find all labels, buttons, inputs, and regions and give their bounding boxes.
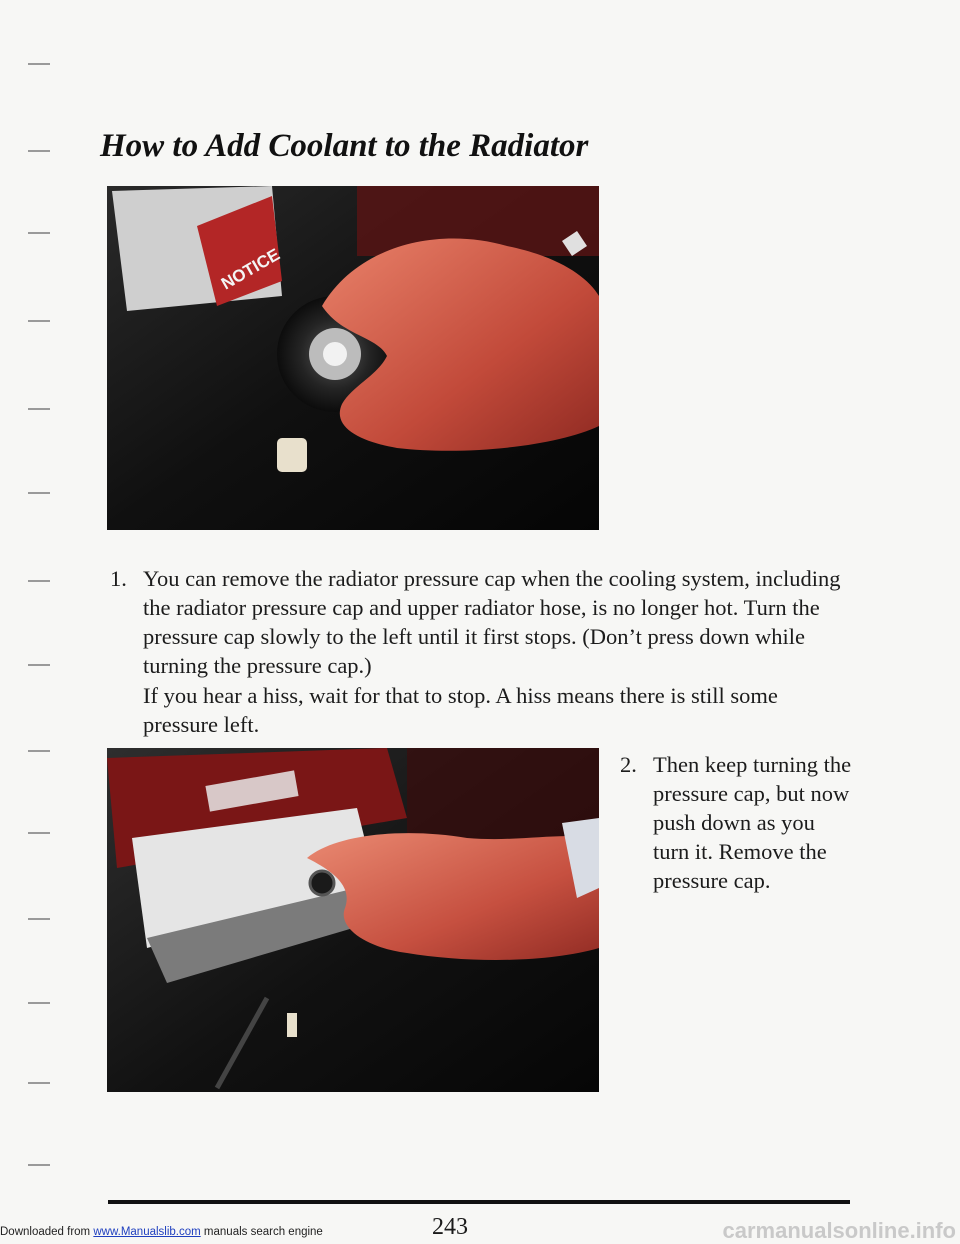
step-1 [110, 564, 850, 680]
manualslib-link[interactable]: www.Manualslib.com [93, 1226, 201, 1238]
margin-tick [28, 832, 50, 834]
footer-source [0, 1226, 323, 1238]
footer-rule [108, 1200, 850, 1204]
margin-tick [28, 63, 50, 65]
margin-tick [28, 1164, 50, 1166]
margin-tick [28, 320, 50, 322]
margin-tick [28, 664, 50, 666]
margin-tick [28, 492, 50, 494]
step-1-note-text: If you hear a hiss, wait for that to stop. A hiss means there is still some pressure left. [143, 683, 778, 737]
step-2 [620, 750, 852, 895]
margin-tick [28, 1002, 50, 1004]
step-1-text: You can remove the radiator pressure cap when the cooling system, including the radiator pressure cap and upper radiator hose, is no longer hot. Turn the pressure cap slowly to the left until it first stops. (Don’t press down while turning the pressure cap.) [143, 566, 841, 678]
step-1-number: 1. [110, 566, 127, 591]
page-number: 243 [432, 1214, 468, 1240]
footer-prefix: Downloaded from [0, 1226, 91, 1238]
page-title: How to Add Coolant to the Radiator [100, 128, 589, 164]
margin-tick [28, 918, 50, 920]
margin-tick [28, 750, 50, 752]
margin-tick [28, 1082, 50, 1084]
radiator-cap-photo-2 [107, 748, 599, 1092]
step-2-number: 2. [620, 752, 637, 777]
margin-tick [28, 408, 50, 410]
radiator-cap-photo-1 [107, 186, 599, 530]
margin-tick [28, 580, 50, 582]
watermark: carmanualsonline.info [722, 1218, 956, 1243]
step-1-note [143, 681, 853, 739]
footer-suffix: manuals search engine [203, 1226, 323, 1238]
step-2-text: Then keep turning the pressure cap, but now push down as you turn it. Remove the pressure cap. [653, 752, 852, 893]
margin-tick [28, 150, 50, 152]
margin-tick [28, 232, 50, 234]
notice-label: NOTICE [217, 244, 284, 294]
